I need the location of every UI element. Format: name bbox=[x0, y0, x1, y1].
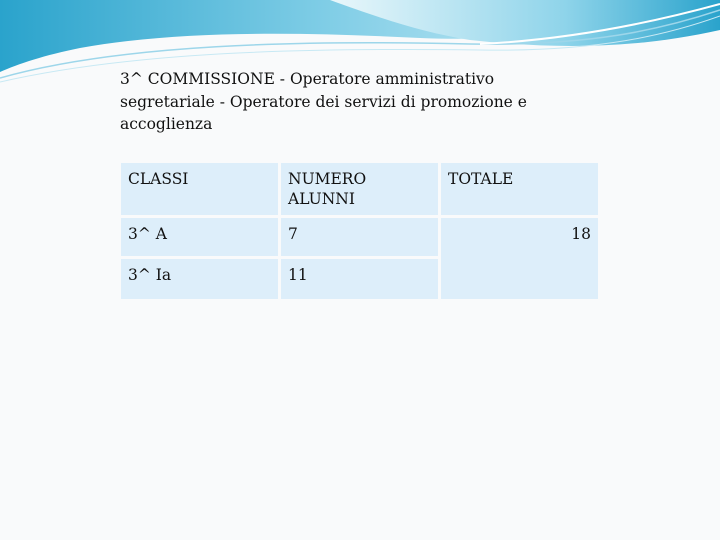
header-totale: TOTALE bbox=[441, 163, 598, 215]
slide-title: 3^ COMMISSIONE - Operatore amministrativo segretariale - Operatore dei servizi di promozione e accoglienza bbox=[120, 70, 527, 133]
header-classi: CLASSI bbox=[121, 163, 278, 215]
cell-numero: 7 bbox=[281, 218, 438, 256]
classes-table bbox=[118, 160, 601, 302]
header-numero-alunni: NUMERO ALUNNI bbox=[281, 163, 438, 215]
cell-classe: 3^ Ia bbox=[121, 259, 278, 299]
cell-numero: 11 bbox=[281, 259, 438, 299]
cell-classe: 3^ A bbox=[121, 218, 278, 256]
table-row bbox=[121, 218, 598, 256]
cell-totale-value: 18 bbox=[441, 218, 598, 299]
table-header-row bbox=[121, 163, 598, 215]
